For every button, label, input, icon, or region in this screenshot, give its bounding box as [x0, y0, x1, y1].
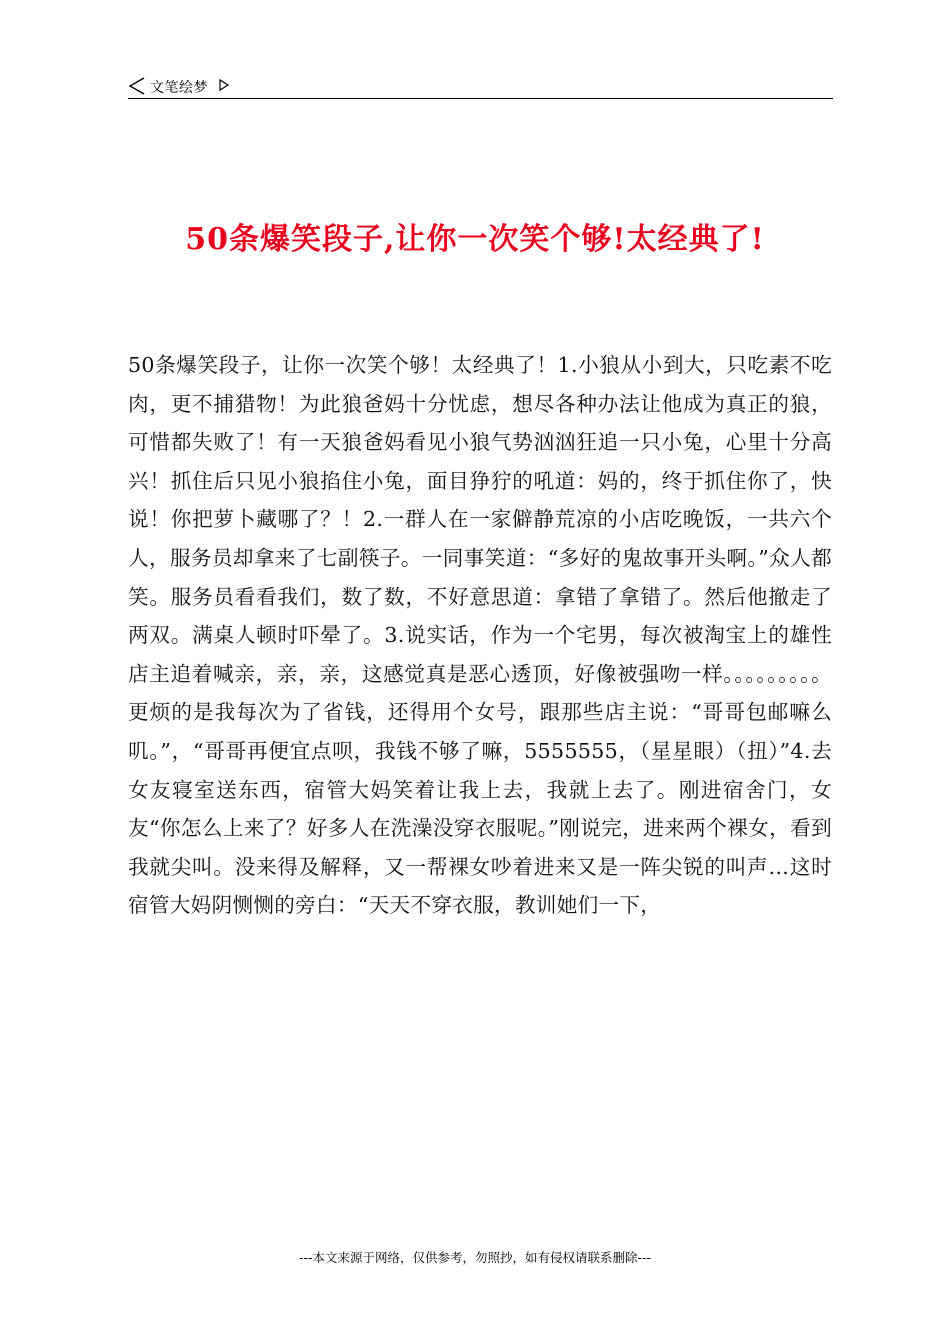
header-divider [128, 98, 833, 99]
document-title: 50条爆笑段子,让你一次笑个够!太经典了! [185, 222, 765, 257]
document-body: 50条爆笑段子，让你一次笑个够！太经典了！1.小狼从小到大，只吃素不吃肉，更不捕猎物！为此狼爸妈十分忧虑，想尽各种办法让他成为真正的狼，可惜都失败了！有一天狼爸妈看见小狼气势汹汹狂追一只小兔，心里十分高兴！抓住后只见小狼掐住小兔，面目狰狞的吼道：妈的，终于抓住你了，快说！你把萝卜藏哪了？！2.一群人在一家僻静荒凉的小店吃晚饭，一共六个人，服务员却拿来了七副筷子。一同事笑道：“多好的鬼故事开头啊。”众人都笑。服务员看看我们，数了数，不好意思道：拿错了拿错了。然后他撤走了两双。满桌人顿时吓晕了。3.说实话，作为一个宅男，每次被淘宝上的雄性店主追着喊亲，亲，亲，这感觉真是恶心透顶，好像被强吻一样。。。。。。。。。更烦的是我每次为了省钱，还得用个女号，跟那些店主说：“哥哥包邮嘛么叽。”，“哥哥再便宜点呗，我钱不够了嘛，5555555，（星星眼）（扭）”4.去女友寝室送东西，宿管大妈笑着让我上去，我就上去了。刚进宿舍门，女友“你怎么上来了？好多人在洗澡没穿衣服呢。”刚说完，进来两个裸女，看到我就尖叫。没来得及解释，又一帮裸女吵着进来又是一阵尖锐的叫声…这时宿管大妈阴恻恻的旁白：“天天不穿衣服，教训她们一下， [128, 353, 832, 918]
footer-notice: ---本文来源于网络，仅供参考，勿照抄，如有侵权请联系删除--- [298, 1250, 652, 1265]
triangle-right-outline-icon [218, 78, 230, 92]
header-brand: 文笔绘梦 [150, 80, 208, 96]
triangle-left-outline-icon [128, 76, 146, 96]
page-header [128, 76, 833, 98]
